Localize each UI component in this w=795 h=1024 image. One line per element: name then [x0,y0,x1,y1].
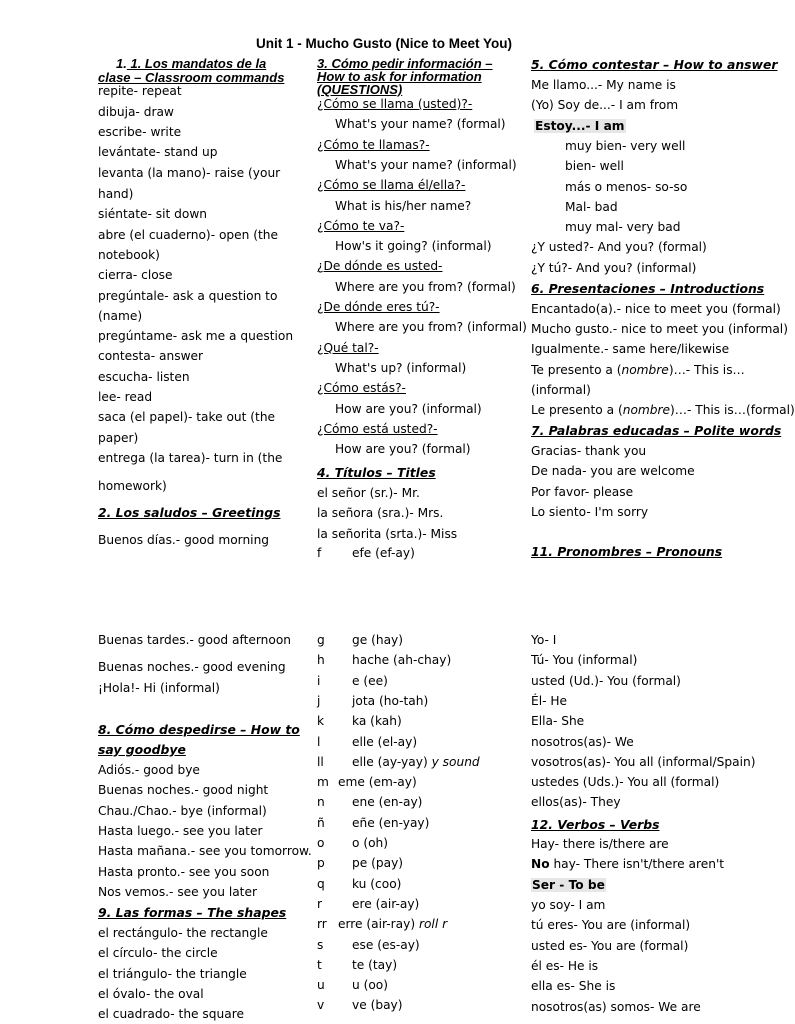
section-heading-verbs: 12. Verbos – Verbs [531,817,660,832]
alphabet-letter: r [317,896,323,911]
intro-item [531,363,745,378]
shape-item: el círculo- the circle [98,946,218,961]
section-heading-introductions: 6. Presentaciones – Introductions [531,281,765,296]
alphabet-name: ge (hay) [352,633,404,647]
alphabet-letter: l [317,734,321,749]
ser-item: usted es- You are (formal) [531,938,689,953]
goodbye-item: Chau./Chao.- bye (informal) [98,803,267,818]
alphabet-name: ere (air-ay) [352,896,420,911]
command-item: pregúntame- ask me a question [98,329,294,343]
section-heading-questions-3: (QUESTIONS) [317,82,403,97]
alphabet-name: eñe (en-yay) [352,815,430,830]
alphabet-letter: i [317,673,321,688]
command-item: saca (el papel)- take out (the [98,410,276,424]
command-item: abre (el cuaderno)- open (the [98,228,279,242]
intro-item: Igualmente.- same here/likewise [531,342,730,356]
question-item: ¿Qué tal?- [317,340,379,355]
command-item: escucha- listen [98,370,190,384]
command-item: contesta- answer [98,349,204,363]
column-right [531,0,795,1024]
pronoun-item: Yo- I [531,633,557,647]
command-item: lee- read [98,390,153,404]
alphabet-name: hache (ah-chay) [352,653,452,668]
command-item: homework) [98,479,167,493]
command-item: levántate- stand up [98,145,218,159]
section-heading-polite: 7. Palabras educadas – Polite words [531,423,782,438]
alphabet-name: o (oh) [352,836,389,850]
intro-item: Mucho gusto.- nice to meet you (informal) [531,322,788,336]
alphabet-name: elle (el-ay) [352,734,418,749]
estoy-item: más o menos- so-so [565,179,688,194]
section-heading-shapes: 9. Las formas – The shapes [98,905,287,920]
alphabet-name: ve (bay) [352,998,403,1013]
alphabet-letter: f [317,546,322,560]
question-translation: What's up? (informal) [335,360,467,375]
question-item: ¿Cómo te llamas?- [317,137,430,152]
column-left [98,0,312,1024]
question-item: ¿De dónde es usted- [317,259,443,274]
goodbye-item: Hasta luego.- see you later [98,823,263,838]
intro-name-placeholder: nombre [622,403,671,417]
ser-item: él es- He is [531,958,599,973]
alphabet-name: ku (coo) [352,876,402,891]
question-item: ¿Cómo se llama él/ella?- [317,178,466,193]
section-heading-goodbye-2: say goodbye [98,742,186,757]
estoy-item: bien- well [565,159,624,174]
alphabet-name: ene (en-ay) [352,795,423,810]
polite-item: Lo siento- I'm sorry [531,504,649,519]
alphabet-name: te (tay) [352,957,398,972]
alphabet-name: erre (air-ray) roll r [338,917,448,932]
pronoun-item: ustedes (Uds.)- You all (formal) [531,775,720,790]
intro-text: )…- This is…(formal) [670,403,795,417]
estoy-item: muy bien- very well [565,139,686,153]
answer-item: ¿Y usted?- And you? (formal) [531,240,707,254]
alphabet-letter: h [317,653,325,668]
command-item: dibuja- draw [98,105,174,119]
goodbye-item: Hasta mañana.- see you tomorrow. [98,844,312,859]
alphabet-note: roll r [415,917,448,932]
alphabet-name: elle (ay-yay) y sound [352,754,480,769]
question-translation: Where are you from? (formal) [335,279,516,294]
intro-text: )…- This is… [668,363,745,377]
alphabet-letter: m [317,775,329,790]
alphabet-letter: j [317,693,321,708]
section-heading-questions: 3. Cómo pedir información – [317,56,493,71]
alphabet-letter: g [317,633,325,647]
alphabet-letter: q [317,876,325,891]
goodbye-item: Buenas noches.- good night [98,783,269,798]
ser-item: ella es- She is [531,979,616,994]
question-item: ¿Cómo te va?- [317,218,405,233]
question-item: ¿Cómo está usted?- [317,421,438,436]
question-item: ¿Cómo se llama (usted)?- [317,97,473,111]
alphabet-name: eme (em-ay) [338,775,417,790]
question-translation: What's your name? (informal) [335,157,517,172]
polite-item: De nada- you are welcome [531,464,695,479]
intro-text: Te presento a ( [531,363,622,377]
section-number: 1. [116,56,127,71]
command-item: levanta (la mano)- raise (your [98,166,281,180]
alphabet-letter: s [317,937,324,952]
intro-name-placeholder: nombre [621,363,669,377]
section-heading-answer: 5. Cómo contestar – How to answer [531,57,778,72]
pronoun-item: Ella- She [531,714,585,729]
answer-item: ¿Y tú?- And you? (informal) [531,261,697,275]
verb-item: Hay- there is/there are [531,837,669,851]
polite-item: Por favor- please [531,484,634,499]
ser-heading [531,878,606,893]
section-heading-commands [116,58,266,70]
answer-item: (Yo) Soy de...- I am from [531,98,679,112]
alphabet-letter: k [317,714,325,729]
pronoun-item: vosotros(as)- You all (informal/Spain) [531,754,756,769]
alphabet-letter: n [317,795,325,810]
section-heading-greetings: 2. Los saludos – Greetings [98,505,281,520]
pronoun-item: usted (Ud.)- You (formal) [531,673,681,688]
command-item: (name) [98,309,143,323]
question-translation: Where are you from? (informal) [335,320,527,335]
command-item: entrega (la tarea)- turn in (the [98,451,283,465]
title-item: el señor (sr.)- Mr. [317,486,420,500]
column-middle [317,0,527,1024]
command-item: escribe- write [98,125,182,139]
alphabet-letter: v [317,998,325,1013]
question-translation: What is his/her name? [335,198,472,213]
alphabet-note: y sound [427,754,480,769]
question-item: ¿Cómo estás?- [317,381,406,396]
section-heading-pronouns: 11. Pronombres – Pronouns [531,544,723,559]
intro-item: Encantado(a).- nice to meet you (formal) [531,302,781,316]
section-heading-questions-2: How to ask for information [317,69,482,84]
goodbye-item: Nos vemos.- see you later [98,884,257,899]
command-item: repite- repeat [98,84,182,98]
command-item: siéntate- sit down [98,207,208,221]
greeting-item: ¡Hola!- Hi (informal) [98,681,220,695]
question-translation: How's it going? (informal) [335,239,492,254]
question-translation: How are you? (formal) [335,442,471,457]
alphabet-letter: p [317,856,325,871]
shape-item: el cuadrado- the square [98,1007,244,1022]
verb-item [531,857,724,872]
ser-item: tú eres- You are (informal) [531,918,691,933]
question-translation: What's your name? (formal) [335,117,506,132]
alphabet-name: e (ee) [352,673,388,688]
question-translation: How are you? (informal) [335,401,482,416]
title-item: la señora (sra.)- Mrs. [317,506,444,521]
alphabet-name: efe (ef-ay) [352,546,415,560]
greeting-item: Buenas noches.- good evening [98,660,286,674]
alphabet-letter: u [317,978,325,993]
question-item: ¿De dónde eres tú?- [317,300,440,314]
shape-item: el rectángulo- the rectangle [98,926,268,940]
estoy-item: muy mal- very bad [565,220,681,235]
section-heading-goodbye: 8. Cómo despedirse – How to [98,722,300,737]
greeting-item: Buenos días.- good morning [98,533,270,547]
verb-text: hay- There isn't/there aren't [549,857,725,871]
ser-item: yo soy- I am [531,898,606,912]
command-item: paper) [98,431,139,445]
alphabet-name: ese (es-ay) [352,937,420,952]
command-item: notebook) [98,248,160,262]
alphabet-letter: ñ [317,815,325,830]
intro-item: (informal) [531,383,591,397]
ser-item: nosotros(as) somos- We are [531,999,701,1014]
section-heading-titles: 4. Títulos – Titles [317,465,436,480]
estoy-item: Mal- bad [565,199,618,214]
pronoun-item: Él- He [531,693,568,708]
estoy-label: Estoy...- I am [535,119,625,133]
shape-item: el triángulo- the triangle [98,966,247,981]
greeting-item: Buenas tardes.- good afternoon [98,633,292,647]
polite-item: Gracias- thank you [531,444,647,458]
page-title: Unit 1 - Mucho Gusto (Nice to Meet You) [256,36,512,51]
pronoun-item: nosotros(as)- We [531,734,634,749]
answer-item: Me llamo...- My name is [531,78,676,92]
ser-label: Ser - To be [532,878,605,892]
alphabet-name: u (oo) [352,978,389,993]
alphabet-letter: t [317,957,322,972]
title-item: la señorita (srta.)- Miss [317,526,458,541]
goodbye-item: Hasta pronto.- see you soon [98,864,270,879]
pronoun-item: ellos(as)- They [531,795,621,810]
pronoun-item: Tú- You (informal) [531,653,638,668]
command-item: cierra- close [98,268,173,282]
alphabet-name: ka (kah) [352,714,402,729]
section-heading-commands-2: clase – Classroom commands [98,70,285,85]
estoy-heading [534,119,626,134]
goodbye-item: Adiós.- good bye [98,763,200,777]
shape-item: el óvalo- the oval [98,986,204,1001]
command-item: hand) [98,187,134,201]
intro-item [531,403,795,418]
alphabet-letter: o [317,836,325,850]
verb-negation: No [531,857,550,871]
intro-text: Le presento a ( [531,403,623,417]
alphabet-name: pe (pay) [352,856,404,871]
command-item: pregúntale- ask a question to [98,289,278,303]
alphabet-name: jota (ho-tah) [352,693,429,708]
alphabet-letter: rr [317,917,327,932]
alphabet-letter: ll [317,754,324,769]
section-heading-text: 1. Los mandatos de la [130,56,267,71]
